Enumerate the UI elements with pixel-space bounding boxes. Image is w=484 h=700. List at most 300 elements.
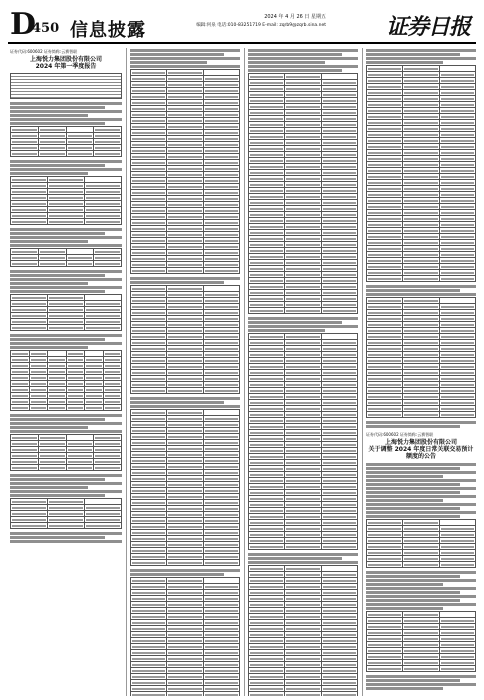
table-cell-text xyxy=(404,158,437,160)
table-cell-text xyxy=(441,116,474,118)
table-cell-text xyxy=(205,454,238,456)
table-cell-text xyxy=(286,414,319,416)
table-cell-text xyxy=(286,408,319,410)
table-cell-text xyxy=(323,528,356,530)
table-cell xyxy=(403,412,439,418)
table-cell-text xyxy=(441,638,474,640)
text-line xyxy=(10,482,122,485)
data-table xyxy=(10,434,122,471)
table-cell-text xyxy=(250,492,283,494)
table-cell-text xyxy=(368,140,401,142)
table-cell-text xyxy=(12,179,46,181)
table-cell-text xyxy=(441,164,474,166)
table-cell-text xyxy=(168,378,201,380)
table-cell-text xyxy=(323,510,356,512)
table-cell-text xyxy=(323,676,356,678)
text-line xyxy=(366,595,476,598)
table-cell-text xyxy=(368,134,401,136)
table-cell xyxy=(48,325,85,331)
text-line xyxy=(10,278,122,281)
table-cell-text xyxy=(95,443,120,445)
table-cell-text xyxy=(250,124,283,126)
table-cell-text xyxy=(286,628,319,630)
table-cell-text xyxy=(250,142,283,144)
table-cell-text xyxy=(68,257,93,259)
table-cell-text xyxy=(368,182,401,184)
table-cell-text xyxy=(205,300,238,302)
table-cell-text xyxy=(323,196,356,198)
table-cell-text xyxy=(404,408,437,410)
table-cell-text xyxy=(250,444,283,446)
table-cell-text xyxy=(404,318,437,320)
table-cell-text xyxy=(12,257,37,259)
table-cell-text xyxy=(168,430,201,432)
table-cell-text xyxy=(368,614,401,616)
text-line xyxy=(366,599,460,602)
table-cell-text xyxy=(368,632,401,634)
table-cell-text xyxy=(168,610,201,612)
table-cell-text xyxy=(404,668,437,670)
table-cell-text xyxy=(286,226,319,228)
table-cell-text xyxy=(323,604,356,606)
text-line xyxy=(366,511,476,514)
table-cell-text xyxy=(132,114,165,116)
table-cell-text xyxy=(323,384,356,386)
table-cell-text xyxy=(441,650,474,652)
table-cell-text xyxy=(168,102,201,104)
table-cell-text xyxy=(205,90,238,92)
table-cell-text xyxy=(132,78,165,80)
text-line xyxy=(366,579,476,582)
table-cell-text xyxy=(86,401,102,403)
table-cell-text xyxy=(286,426,319,428)
table-cell-text xyxy=(40,437,65,439)
table-cell-text xyxy=(205,198,238,200)
table-cell-text xyxy=(323,256,356,258)
table-cell-text xyxy=(205,694,238,696)
table-cell-text xyxy=(323,112,356,114)
table-cell-text xyxy=(86,209,120,211)
table-cell-text xyxy=(286,634,319,636)
table-cell-text xyxy=(250,94,283,96)
column-divider xyxy=(244,48,245,696)
table-cell-text xyxy=(132,448,165,450)
table-cell-text xyxy=(286,534,319,536)
text-line xyxy=(366,575,460,578)
table-cell-text xyxy=(250,268,283,270)
table-cell-text xyxy=(205,222,238,224)
table-cell-text xyxy=(12,467,37,469)
table-cell-text xyxy=(323,628,356,630)
table-cell-text xyxy=(132,258,165,260)
table-cell-text xyxy=(105,407,121,409)
table-cell-text xyxy=(95,147,120,149)
table-cell-text xyxy=(441,318,474,320)
table-cell-text xyxy=(286,610,319,612)
table-cell-text xyxy=(168,586,201,588)
table-cell-text xyxy=(323,286,356,288)
table-cell xyxy=(203,692,239,697)
table-cell-text xyxy=(250,348,283,350)
table-cell-text xyxy=(368,306,401,308)
table-cell-text xyxy=(323,592,356,594)
text-line xyxy=(366,499,443,502)
table-cell-text xyxy=(168,258,201,260)
text-line xyxy=(10,244,122,247)
table-cell-text xyxy=(12,383,28,385)
table-cell-text xyxy=(132,622,165,624)
table-cell-text xyxy=(132,162,165,164)
table-cell-text xyxy=(250,154,283,156)
table-cell-text xyxy=(323,298,356,300)
text-line xyxy=(366,679,460,682)
table-cell-text xyxy=(168,72,201,74)
table-cell-text xyxy=(323,106,356,108)
table-cell-text xyxy=(441,324,474,326)
table-cell-text xyxy=(286,574,319,576)
table-cell-text xyxy=(12,203,46,205)
table-cell-text xyxy=(168,210,201,212)
table-cell-text xyxy=(323,522,356,524)
table-cell-text xyxy=(250,118,283,120)
table-cell-text xyxy=(168,484,201,486)
table-cell-text xyxy=(404,342,437,344)
table-cell-text xyxy=(168,634,201,636)
table-cell-text xyxy=(250,106,283,108)
table-cell-text xyxy=(168,622,201,624)
text-line xyxy=(10,540,122,543)
table-cell-text xyxy=(286,670,319,672)
table-cell-text xyxy=(368,378,401,380)
table-cell-text xyxy=(132,318,165,320)
table-cell-text xyxy=(49,395,65,397)
table-cell-text xyxy=(250,504,283,506)
table-cell-text xyxy=(286,160,319,162)
table-cell-text xyxy=(31,359,47,361)
table-cell-text xyxy=(286,348,319,350)
table-cell-text xyxy=(132,418,165,420)
table-cell-text xyxy=(286,360,319,362)
table-cell xyxy=(439,276,475,282)
table-cell-text xyxy=(286,390,319,392)
table-cell-text xyxy=(132,634,165,636)
table-cell-text xyxy=(205,550,238,552)
table-cell-text xyxy=(286,184,319,186)
table-cell-text xyxy=(132,384,165,386)
table-cell-text xyxy=(286,486,319,488)
table-cell-text xyxy=(250,166,283,168)
table-cell-text xyxy=(205,424,238,426)
table-cell-text xyxy=(12,449,37,451)
text-line xyxy=(366,503,476,506)
table-cell xyxy=(367,562,403,568)
table-cell-text xyxy=(40,461,65,463)
table-cell-text xyxy=(286,250,319,252)
table-cell-text xyxy=(441,236,474,238)
table-cell-text xyxy=(12,263,37,265)
table-cell-text xyxy=(323,100,356,102)
table-cell-text xyxy=(12,407,28,409)
table-cell-text xyxy=(168,174,201,176)
table-cell-text xyxy=(168,204,201,206)
table-cell-text xyxy=(323,166,356,168)
table-cell-text xyxy=(40,443,65,445)
table-cell-text xyxy=(205,294,238,296)
table-cell xyxy=(94,151,122,157)
table-cell-text xyxy=(168,664,201,666)
table-cell xyxy=(66,261,94,267)
table-cell-text xyxy=(286,208,319,210)
table-cell-text xyxy=(205,634,238,636)
table-cell-text xyxy=(441,86,474,88)
table-cell-text xyxy=(205,258,238,260)
table-cell-text xyxy=(286,604,319,606)
table-cell xyxy=(38,151,66,157)
table-cell-text xyxy=(132,532,165,534)
table-cell-text xyxy=(404,336,437,338)
table-cell-text xyxy=(132,90,165,92)
table-cell-text xyxy=(205,180,238,182)
table-cell-text xyxy=(368,324,401,326)
announcement-body xyxy=(248,49,358,696)
table-cell-text xyxy=(404,360,437,362)
table-cell-text xyxy=(132,192,165,194)
table-cell-text xyxy=(250,522,283,524)
text-line xyxy=(10,430,122,433)
table-cell-text xyxy=(250,372,283,374)
table-cell-text xyxy=(441,408,474,410)
table-cell-text xyxy=(40,129,65,131)
table-cell-text xyxy=(12,443,37,445)
page-header xyxy=(8,8,476,44)
table-cell-text xyxy=(132,228,165,230)
table-cell-text xyxy=(168,424,201,426)
table-cell-text xyxy=(12,525,46,527)
table-cell-text xyxy=(404,306,437,308)
table-cell-text xyxy=(368,650,401,652)
table-cell-text xyxy=(368,86,401,88)
table-cell-text xyxy=(49,209,83,211)
table-cell-text xyxy=(205,442,238,444)
table-cell xyxy=(167,388,203,394)
table-cell-text xyxy=(205,676,238,678)
table-cell-text xyxy=(368,116,401,118)
table-cell-text xyxy=(205,114,238,116)
table-cell-text xyxy=(286,516,319,518)
table-cell-text xyxy=(250,646,283,648)
table-cell-text xyxy=(168,90,201,92)
table-cell-text xyxy=(323,474,356,476)
data-table xyxy=(248,333,358,550)
table-cell-text xyxy=(205,168,238,170)
table-cell-text xyxy=(132,580,165,582)
table-cell-text xyxy=(168,544,201,546)
table-cell xyxy=(11,151,39,157)
table-cell-text xyxy=(168,84,201,86)
table-cell-text xyxy=(286,82,319,84)
table-cell-text xyxy=(12,209,46,211)
table-cell-text xyxy=(441,194,474,196)
table-cell-text xyxy=(168,508,201,510)
table-cell-text xyxy=(205,102,238,104)
table-cell xyxy=(11,523,48,529)
table-cell-text xyxy=(323,646,356,648)
table-cell-text xyxy=(250,100,283,102)
table-cell-text xyxy=(31,389,47,391)
table-cell-text xyxy=(68,395,84,397)
table-cell-text xyxy=(250,604,283,606)
table-cell-text xyxy=(250,88,283,90)
table-cell-text xyxy=(12,437,37,439)
table-cell-text xyxy=(205,366,238,368)
text-line xyxy=(10,282,88,285)
table-cell-text xyxy=(12,395,28,397)
table-cell-text xyxy=(250,534,283,536)
table-cell-text xyxy=(404,378,437,380)
table-cell-text xyxy=(49,371,65,373)
table-cell-text xyxy=(286,546,319,548)
table-row xyxy=(131,692,240,697)
text-line xyxy=(366,425,460,428)
table-cell-text xyxy=(205,150,238,152)
table-cell-text xyxy=(205,658,238,660)
table-cell-text xyxy=(323,610,356,612)
table-cell-text xyxy=(168,156,201,158)
table-cell-text xyxy=(31,377,47,379)
table-cell-text xyxy=(441,402,474,404)
table-cell-text xyxy=(286,420,319,422)
table-cell-text xyxy=(286,568,319,570)
table-cell-text xyxy=(286,622,319,624)
table-cell-text xyxy=(168,472,201,474)
table-row xyxy=(249,692,358,697)
table-cell-text xyxy=(132,562,165,564)
table-cell-text xyxy=(323,694,356,696)
table-cell-text xyxy=(250,580,283,582)
stock-code-line: 证券代码:600602 证券简称:云赛智联 xyxy=(10,49,78,54)
table-cell-text xyxy=(205,372,238,374)
table-cell-text xyxy=(105,389,121,391)
announcement-body xyxy=(10,73,122,543)
table-cell-text xyxy=(168,240,201,242)
table-cell-text xyxy=(205,330,238,332)
table-cell-text xyxy=(323,444,356,446)
table-cell-text xyxy=(250,396,283,398)
text-line xyxy=(10,474,122,477)
table-cell-text xyxy=(404,522,437,524)
table-cell-text xyxy=(205,418,238,420)
table-cell-text xyxy=(168,496,201,498)
table-cell-text xyxy=(68,153,93,155)
table-cell-text xyxy=(250,622,283,624)
table-cell-text xyxy=(286,106,319,108)
table-cell-text xyxy=(250,486,283,488)
table-cell-text xyxy=(404,170,437,172)
table-cell-text xyxy=(132,604,165,606)
table-cell-text xyxy=(12,377,28,379)
table-cell-text xyxy=(323,670,356,672)
table-cell xyxy=(439,412,475,418)
table-cell xyxy=(131,388,167,394)
table-cell-text xyxy=(404,266,437,268)
table-cell-text xyxy=(323,586,356,588)
table-cell-text xyxy=(95,461,120,463)
table-cell-text xyxy=(12,455,37,457)
table-cell-text xyxy=(12,297,46,299)
table-cell-text xyxy=(132,556,165,558)
table-cell-text xyxy=(323,348,356,350)
column-1 xyxy=(10,48,122,696)
table-cell-text xyxy=(441,534,474,536)
table-cell-text xyxy=(404,650,437,652)
table-cell-text xyxy=(132,120,165,122)
table-cell-text xyxy=(168,526,201,528)
table-cell-text xyxy=(68,467,93,469)
table-cell-text xyxy=(132,598,165,600)
table-cell-text xyxy=(105,401,121,403)
table-cell-text xyxy=(286,202,319,204)
table-cell-text xyxy=(250,148,283,150)
table-cell-text xyxy=(250,262,283,264)
table-cell-text xyxy=(404,390,437,392)
table-cell xyxy=(94,465,122,471)
table-cell-text xyxy=(132,240,165,242)
table-cell-text xyxy=(368,170,401,172)
table-cell xyxy=(285,308,321,314)
table-cell xyxy=(249,308,285,314)
table-cell-text xyxy=(132,490,165,492)
table-cell-text xyxy=(12,135,37,137)
text-line xyxy=(10,106,105,109)
table-cell-text xyxy=(12,221,46,223)
table-cell-text xyxy=(168,264,201,266)
table-cell-text xyxy=(132,108,165,110)
table-cell-text xyxy=(404,68,437,70)
table-cell-text xyxy=(404,146,437,148)
table-cell-text xyxy=(68,449,93,451)
table-cell-text xyxy=(323,190,356,192)
table-cell-text xyxy=(286,256,319,258)
table-cell-text xyxy=(368,366,401,368)
notice-box xyxy=(10,73,122,99)
table-cell-text xyxy=(441,272,474,274)
table-cell-text xyxy=(68,365,84,367)
table-cell-text xyxy=(132,360,165,362)
table-cell-text xyxy=(205,384,238,386)
table-cell-text xyxy=(323,310,356,312)
text-line xyxy=(10,240,88,243)
table-cell-text xyxy=(441,644,474,646)
table-cell-text xyxy=(250,214,283,216)
text-line xyxy=(10,414,122,417)
table-cell-text xyxy=(205,144,238,146)
table-cell-text xyxy=(205,502,238,504)
table-cell-text xyxy=(441,656,474,658)
table-cell-text xyxy=(168,306,201,308)
data-table xyxy=(10,176,122,225)
table-cell-text xyxy=(441,336,474,338)
table-cell-text xyxy=(404,242,437,244)
table-cell-text xyxy=(68,389,84,391)
table-cell-text xyxy=(286,694,319,696)
text-line xyxy=(10,536,105,539)
table-cell-text xyxy=(368,558,401,560)
table-cell-text xyxy=(205,652,238,654)
table-cell-text xyxy=(205,324,238,326)
table-cell-text xyxy=(132,186,165,188)
table-cell-text xyxy=(40,153,65,155)
table-cell-text xyxy=(168,366,201,368)
